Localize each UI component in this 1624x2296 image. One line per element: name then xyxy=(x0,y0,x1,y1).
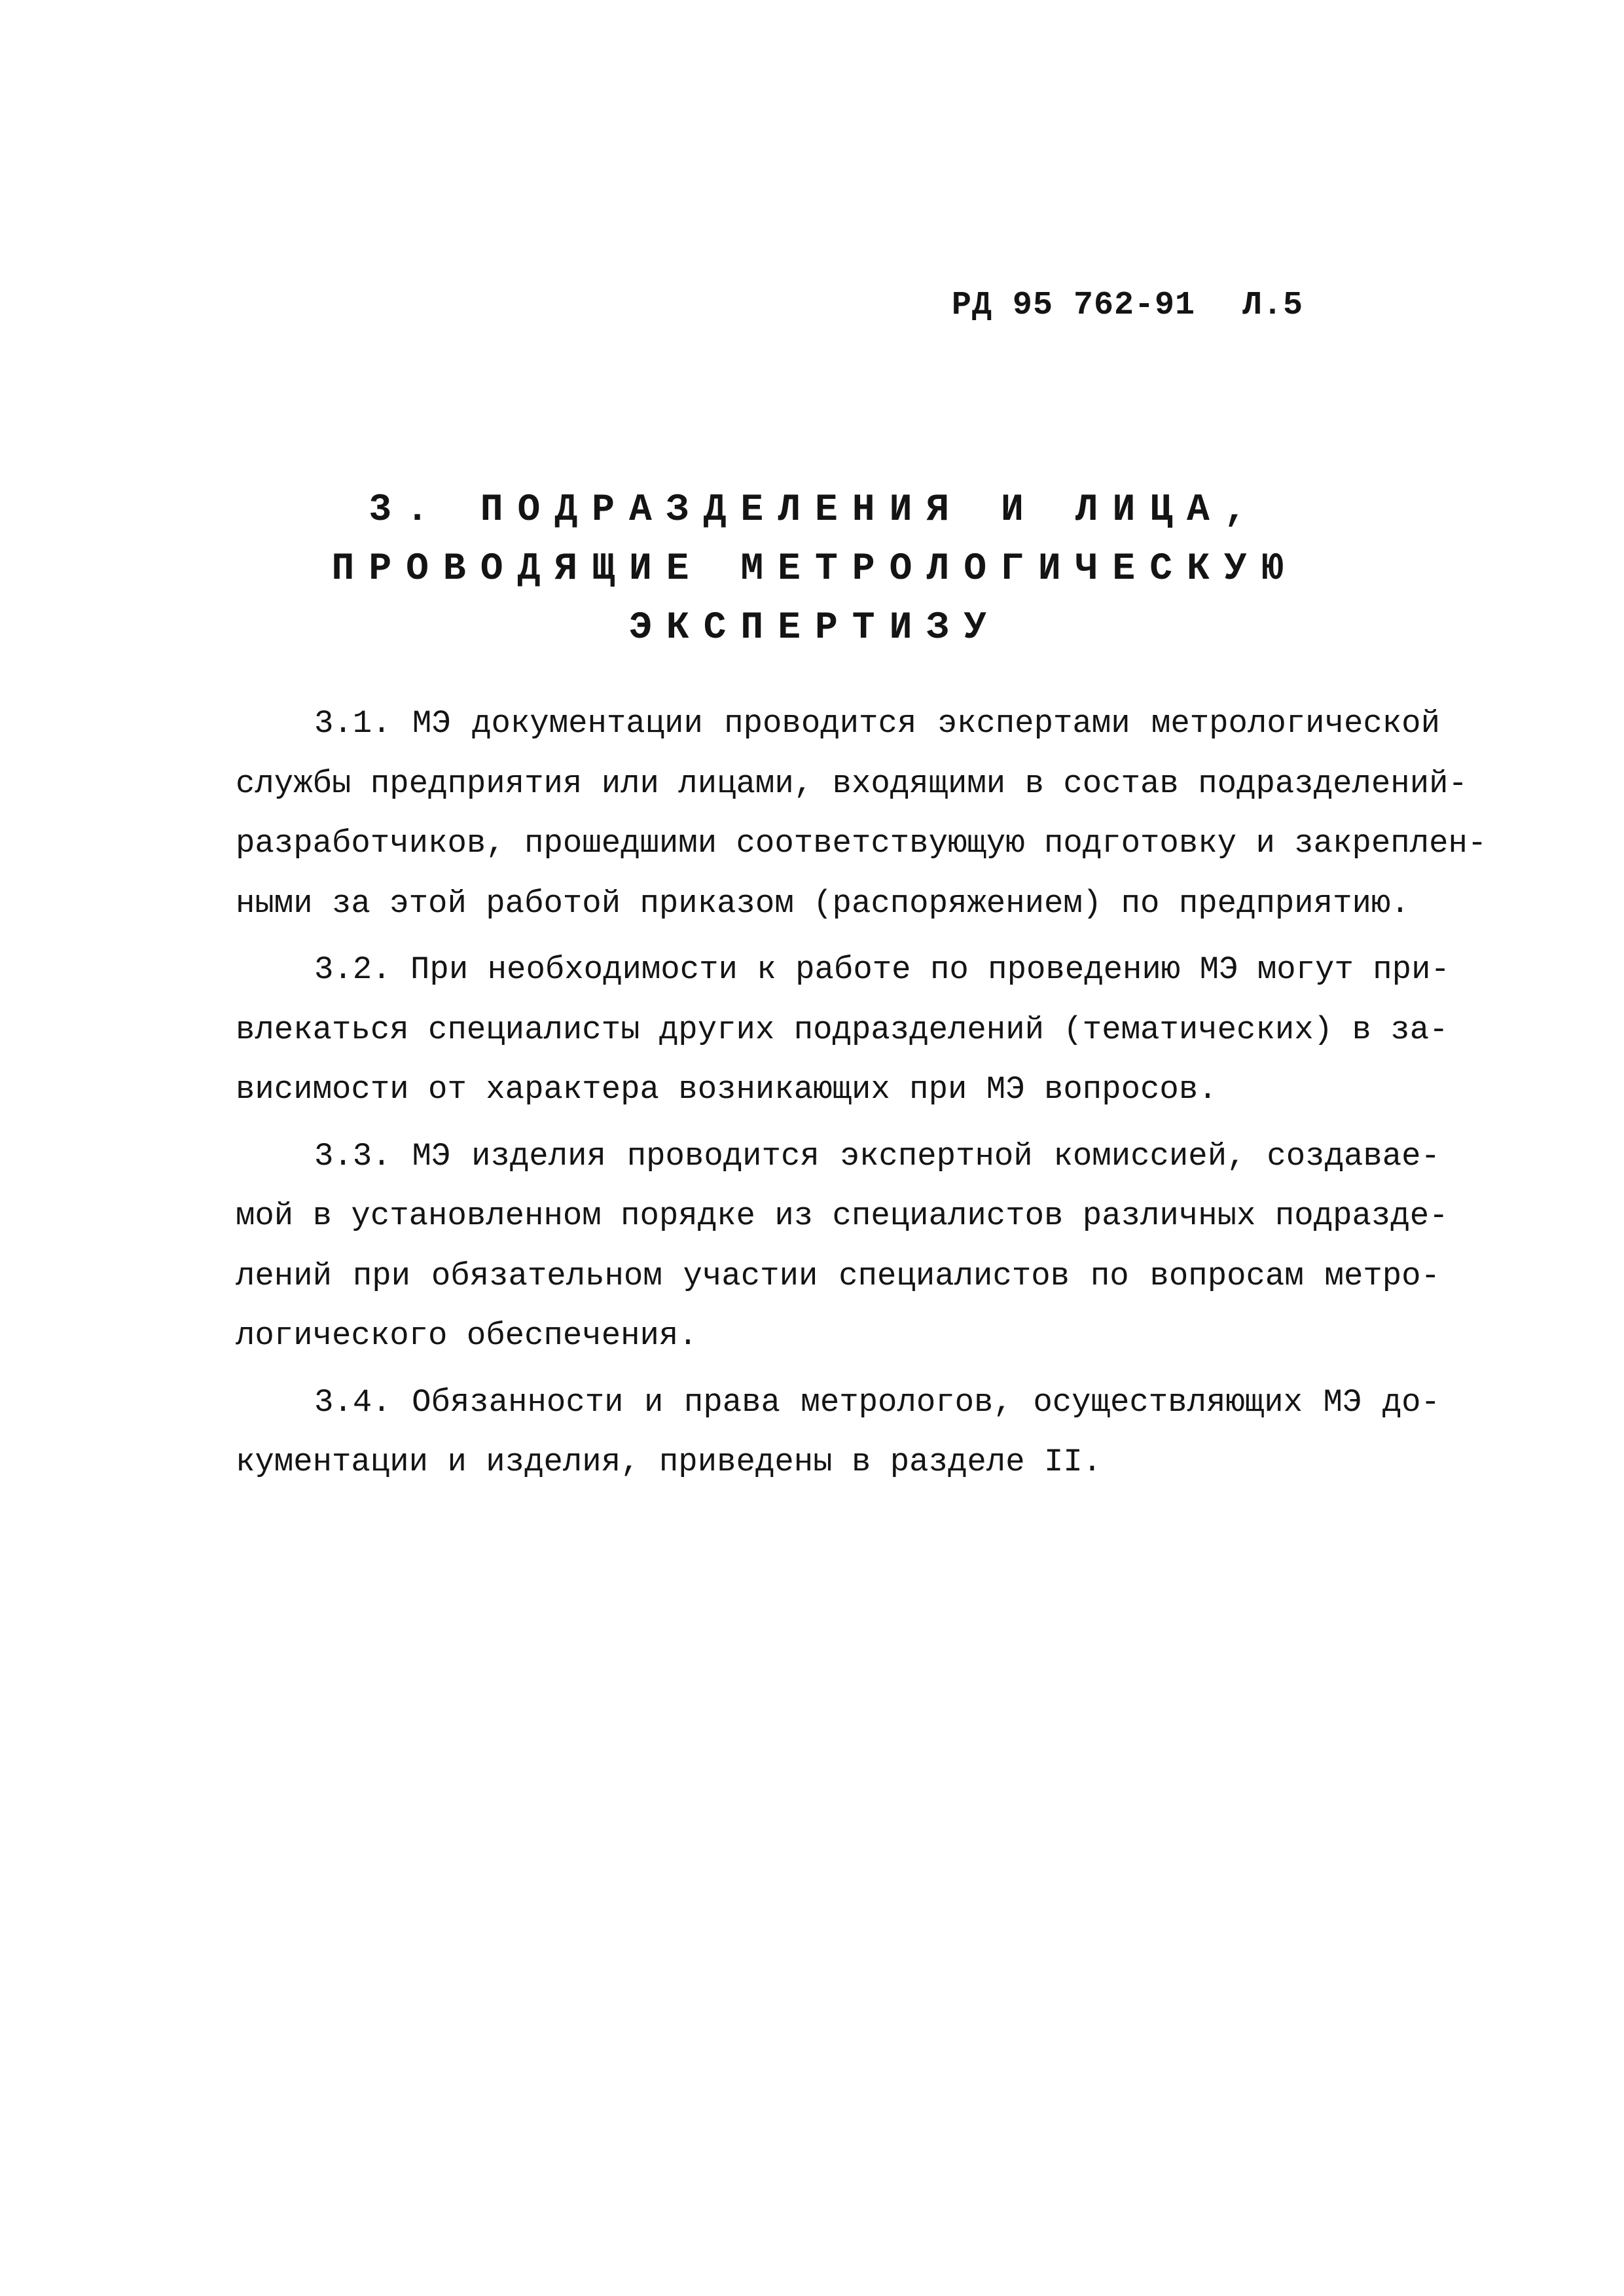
sheet-number: Л.5 xyxy=(1242,287,1303,324)
text-line: 3.3. МЭ изделия проводится экспертной комиссией, создавае- xyxy=(314,1137,1440,1175)
text-line: 3.2. При необходимости к работе по проведению МЭ могут при- xyxy=(314,951,1450,988)
text-line: логического обеспечения. xyxy=(236,1317,698,1354)
text-line: лений при обязательном участии специалистов по вопросам метро- xyxy=(236,1257,1440,1294)
section-body xyxy=(236,694,1487,1499)
section-title-line: 3. ПОДРАЗДЕЛЕНИЯ И ЛИЦА, xyxy=(369,489,1261,532)
paragraph-3-2 xyxy=(236,940,1450,1120)
text-line: службы предприятия или лицами, входящими в состав подразделений- xyxy=(236,765,1468,802)
section-title-line: ПРОВОДЯЩИЕ МЕТРОЛОГИЧЕСКУЮ xyxy=(331,548,1299,591)
section-title xyxy=(236,481,1394,658)
paragraph-3-3 xyxy=(236,1127,1449,1366)
text-line: 3.1. МЭ документации проводится экспертами метрологической xyxy=(314,705,1440,742)
section-title-line: ЭКСПЕРТИЗУ xyxy=(628,607,1001,649)
text-line: кументации и изделия, приведены в разделе II. xyxy=(236,1444,1102,1480)
text-line: ными за этой работой приказом (распоряжением) по предприятию. xyxy=(236,884,1410,922)
text-line: разработчиков, прошедшими соответствующую подготовку и закреплен- xyxy=(236,825,1487,862)
text-line: висимости от характера возникающих при МЭ вопросов. xyxy=(236,1071,1218,1108)
text-line: 3.4. Обязанности и права метрологов, осуществляющих МЭ до- xyxy=(314,1383,1440,1421)
text-line: влекаться специалисты других подразделений (тематических) в за- xyxy=(236,1011,1449,1048)
document-header xyxy=(952,287,1303,324)
text-line: мой в установленном порядке из специалистов различных подразде- xyxy=(236,1197,1449,1234)
paragraph-3-4 xyxy=(236,1373,1440,1493)
paragraph-3-1 xyxy=(236,694,1487,934)
document-code: РД 95 762-91 xyxy=(951,287,1195,324)
